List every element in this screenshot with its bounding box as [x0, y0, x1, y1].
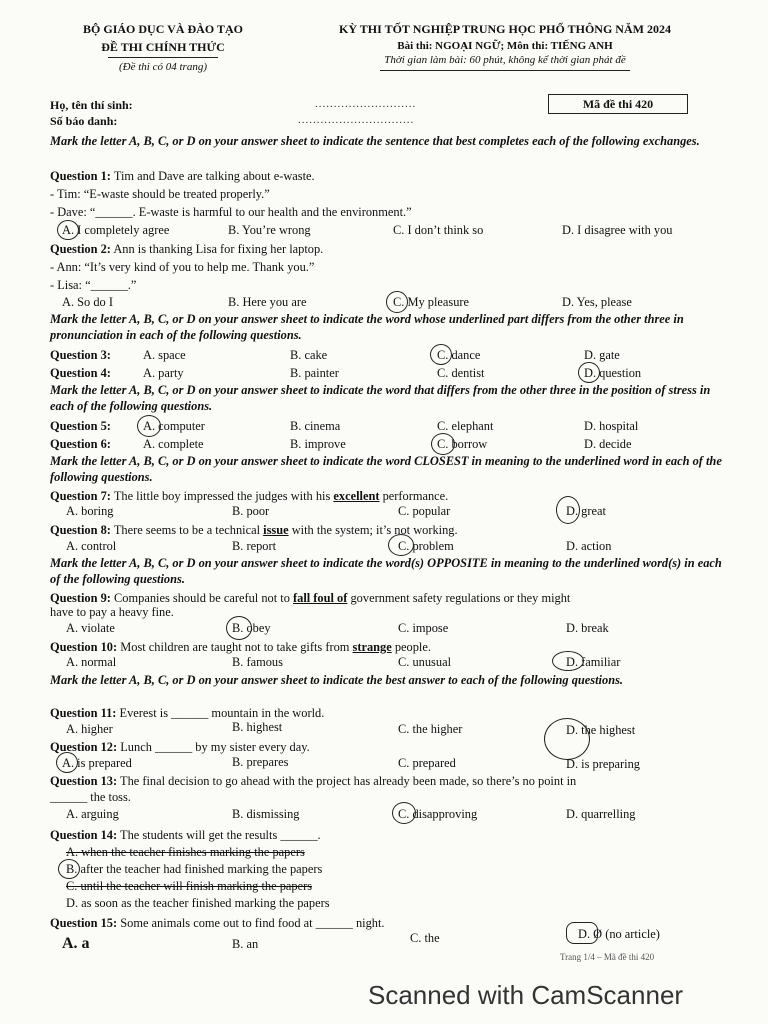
- q1-option-d[interactable]: D. I disagree with you: [562, 223, 673, 237]
- q8-option-d[interactable]: D. action: [566, 539, 612, 553]
- question-12: [50, 739, 722, 755]
- divider: [108, 57, 218, 58]
- q6-option-d[interactable]: D. decide: [584, 437, 632, 451]
- question-label: Question 14:: [50, 828, 118, 842]
- underlined-word: issue: [263, 523, 289, 537]
- q12-option-a[interactable]: A. is prepared: [62, 756, 132, 770]
- question-label: Question 3:: [50, 348, 111, 362]
- answer-circle: [58, 859, 80, 879]
- ministry-name: BỘ GIÁO DỤC VÀ ĐÀO TẠO: [83, 22, 243, 36]
- stem-post: people.: [391, 640, 431, 654]
- q5-option-c[interactable]: C. elephant: [437, 419, 494, 433]
- question-stem: Ann is thanking Lisa for fixing her laptop.: [113, 242, 324, 256]
- exam-code-box: Mã đề thi 420: [548, 94, 688, 114]
- instruction-closest: Mark the letter A, B, C, or D on your answer sheet to indicate the word CLOSEST in meaning to the underlined word in each of the following questions.: [50, 454, 722, 484]
- question-stem: The final decision to go ahead with the project has already been made, so there’s no point in: [120, 774, 577, 788]
- exam-subject: Bài thi: NGOẠI NGỮ; Môn thi: TIẾNG ANH: [397, 40, 613, 52]
- question-stem: The students will get the results ______.: [120, 828, 321, 842]
- question-label: Question 2:: [50, 242, 111, 256]
- q14-option-b[interactable]: B. after the teacher had finished marking the papers: [66, 862, 323, 876]
- q1-option-c[interactable]: C. I don’t think so: [393, 223, 484, 237]
- q13-option-d[interactable]: D. quarrelling: [566, 807, 636, 821]
- answer-circle: [552, 651, 584, 671]
- question-stem: Lunch ______ by my sister every day.: [120, 740, 310, 754]
- q3-option-a[interactable]: A. space: [143, 348, 186, 362]
- answer-circle: [137, 415, 161, 437]
- q2-line-3: - Lisa: “______.”: [50, 278, 137, 292]
- q1-line-3: - Dave: “______. E-waste is harmful to our health and the environment.”: [50, 205, 412, 219]
- q10-option-b[interactable]: B. famous: [232, 655, 283, 669]
- q11-option-b[interactable]: B. highest: [232, 720, 283, 734]
- q12-option-b[interactable]: B. prepares: [232, 755, 289, 769]
- answer-circle: [556, 496, 580, 524]
- q7-option-a[interactable]: A. boring: [66, 504, 114, 518]
- divider: [380, 70, 630, 71]
- question-label: Question 11:: [50, 706, 117, 720]
- q3-option-c[interactable]: C. dance: [437, 348, 481, 362]
- candidate-name-dots: ...........................: [315, 98, 417, 110]
- q4-option-b[interactable]: B. painter: [290, 366, 339, 380]
- q7-option-c[interactable]: C. popular: [398, 504, 451, 518]
- question-label: Question 8:: [50, 523, 111, 537]
- q5-option-d[interactable]: D. hospital: [584, 419, 639, 433]
- answer-circle: [388, 534, 414, 556]
- question-label: Question 7:: [50, 489, 111, 503]
- question-label: Question 13:: [50, 774, 118, 788]
- q9-line-2: have to pay a heavy fine.: [50, 605, 174, 619]
- q11-option-d[interactable]: D. the highest: [566, 723, 636, 737]
- q1-line-2: - Tim: “E-waste should be treated properly.”: [50, 187, 270, 201]
- stem-pre: Most children are taught not to take gifts from: [120, 640, 353, 654]
- instruction-best: Mark the letter A, B, C, or D on your answer sheet to indicate the best answer to each of the following questions.: [50, 673, 623, 687]
- question-11: [50, 705, 722, 721]
- question-label: Question 5:: [50, 419, 111, 433]
- header-right: [300, 22, 710, 71]
- q15-option-b[interactable]: B. an: [232, 937, 259, 951]
- q8-option-b[interactable]: B. report: [232, 539, 277, 553]
- question-1: [50, 168, 722, 184]
- q3-option-d[interactable]: D. gate: [584, 348, 620, 362]
- question-label: Question 10:: [50, 640, 118, 654]
- q2-option-a[interactable]: A. So do I: [62, 295, 113, 309]
- q12-option-c[interactable]: C. prepared: [398, 756, 456, 770]
- question-8: [50, 522, 722, 538]
- q6-option-c[interactable]: C. borrow: [437, 437, 488, 451]
- question-10: [50, 639, 722, 655]
- answer-circle: [386, 291, 408, 313]
- q9-option-a[interactable]: A. violate: [66, 621, 115, 635]
- q2-option-b[interactable]: B. Here you are: [228, 295, 307, 309]
- question-stem: Everest is ______ mountain in the world.: [119, 706, 325, 720]
- stem-post: government safety regulations or they might: [347, 591, 571, 605]
- candidate-id-dots: ...............................: [298, 114, 415, 126]
- question-2: [50, 241, 722, 257]
- underlined-word: strange: [352, 640, 392, 654]
- q13-option-a[interactable]: A. arguing: [66, 807, 119, 821]
- q10-option-a[interactable]: A. normal: [66, 655, 117, 669]
- exam-time: Thời gian làm bài: 60 phút, không kể thời gian phát đề: [384, 54, 626, 66]
- q6-option-a[interactable]: A. complete: [143, 437, 204, 451]
- q9-option-b[interactable]: B. obey: [232, 621, 271, 635]
- q1-option-b[interactable]: B. You’re wrong: [228, 223, 311, 237]
- q9-option-c[interactable]: C. impose: [398, 621, 449, 635]
- question-label: Question 12:: [50, 740, 118, 754]
- stem-post: with the system; it’s not working.: [288, 523, 458, 537]
- question-label: Question 4:: [50, 366, 111, 380]
- answer-circle: [431, 433, 455, 455]
- instruction-exchanges: Mark the letter A, B, C, or D on your answer sheet to indicate the sentence that best completes each of the following exchanges.: [50, 134, 700, 148]
- pages-note: (Đề thi có 04 trang): [119, 61, 207, 73]
- instruction-opposite: Mark the letter A, B, C, or D on your answer sheet to indicate the word(s) OPPOSITE in meaning to the underlined word(s) in each of the following questions.: [50, 556, 722, 586]
- stem-pre: Companies should be careful not to: [114, 591, 293, 605]
- stem-pre: There seems to be a technical: [113, 523, 264, 537]
- q10-option-c[interactable]: C. unusual: [398, 655, 452, 669]
- camscanner-watermark: Scanned with CamScanner: [368, 980, 684, 1010]
- q5-option-a[interactable]: A. computer: [143, 419, 205, 433]
- underlined-word: excellent: [333, 489, 380, 503]
- page-number: Trang 1/4 – Mã đề thi 420: [560, 952, 655, 962]
- q10-option-d[interactable]: D. familiar: [566, 655, 621, 669]
- header-left: [58, 22, 268, 73]
- q13-line-2: ______ the toss.: [50, 790, 131, 804]
- q2-option-d[interactable]: D. Yes, please: [562, 295, 632, 309]
- answer-circle: [57, 220, 79, 240]
- answer-circle: [566, 922, 598, 944]
- q14-option-c[interactable]: C. until the teacher will finish marking the papers: [66, 879, 313, 893]
- q8-option-c[interactable]: C. problem: [398, 539, 454, 553]
- instruction-stress: Mark the letter A, B, C, or D on your answer sheet to indicate the word that differs from the other three in the position of stress in each of the following questions.: [50, 383, 711, 413]
- official-label: ĐỀ THI CHÍNH THỨC: [101, 40, 225, 54]
- question-label: Question 9:: [50, 591, 111, 605]
- question-7: [50, 488, 722, 504]
- q5-option-b[interactable]: B. cinema: [290, 419, 341, 433]
- answer-circle: [392, 802, 416, 824]
- underlined-word: fall foul of: [293, 591, 348, 605]
- exam-title: KỲ THI TỐT NGHIỆP TRUNG HỌC PHỔ THÔNG NĂM 2024: [339, 22, 671, 36]
- q6-option-b[interactable]: B. improve: [290, 437, 346, 451]
- question-label: Question 6:: [50, 437, 111, 451]
- stem-pre: The little boy impressed the judges with his: [113, 489, 334, 503]
- q11-option-a[interactable]: A. higher: [66, 722, 113, 736]
- q1-option-a[interactable]: A. I completely agree: [62, 223, 170, 237]
- q3-option-b[interactable]: B. cake: [290, 348, 328, 362]
- stem-post: performance.: [379, 489, 449, 503]
- candidate-id-label: Số báo danh:: [50, 114, 118, 128]
- q15-option-a[interactable]: A. a: [62, 935, 90, 952]
- q2-option-c[interactable]: C. My pleasure: [393, 295, 470, 309]
- question-14: [50, 827, 722, 843]
- question-stem: Tim and Dave are talking about e-waste.: [113, 169, 315, 183]
- q9-option-d[interactable]: D. break: [566, 621, 609, 635]
- q15-option-d[interactable]: D. Ø (no article): [578, 927, 660, 941]
- q4-option-a[interactable]: A. party: [143, 366, 184, 380]
- answer-circle: [578, 362, 600, 383]
- question-label: Question 1:: [50, 169, 111, 183]
- q4-option-d[interactable]: D. question: [584, 366, 642, 380]
- q14-option-d[interactable]: D. as soon as the teacher finished marking the papers: [66, 896, 330, 910]
- instruction-pronunciation: Mark the letter A, B, C, or D on your answer sheet to indicate the word whose underlined part differs from the other three in pronunciation in each of the following questions.: [50, 312, 684, 342]
- question-label: Question 15:: [50, 916, 118, 930]
- q12-option-d[interactable]: D. is preparing: [566, 757, 640, 771]
- q14-option-a[interactable]: A. when the teacher finishes marking the papers: [66, 845, 305, 859]
- candidate-name-label: Họ, tên thí sinh:: [50, 98, 133, 112]
- question-stem: Some animals come out to find food at ______ night.: [120, 916, 385, 930]
- answer-circle: [226, 616, 252, 640]
- q15-option-c[interactable]: C. the: [410, 931, 440, 945]
- q11-option-c[interactable]: C. the higher: [398, 722, 463, 736]
- q7-option-d[interactable]: D. great: [566, 504, 606, 518]
- q13-option-b[interactable]: B. dismissing: [232, 807, 300, 821]
- q2-line-2: - Ann: “It’s very kind of you to help me. Thank you.”: [50, 260, 315, 274]
- q4-option-c[interactable]: C. dentist: [437, 366, 485, 380]
- question-13: [50, 773, 722, 789]
- answer-circle: [56, 752, 78, 773]
- answer-circle: [430, 344, 452, 365]
- q13-option-c[interactable]: C. disapproving: [398, 807, 478, 821]
- q8-option-a[interactable]: A. control: [66, 539, 117, 553]
- q7-option-b[interactable]: B. poor: [232, 504, 270, 518]
